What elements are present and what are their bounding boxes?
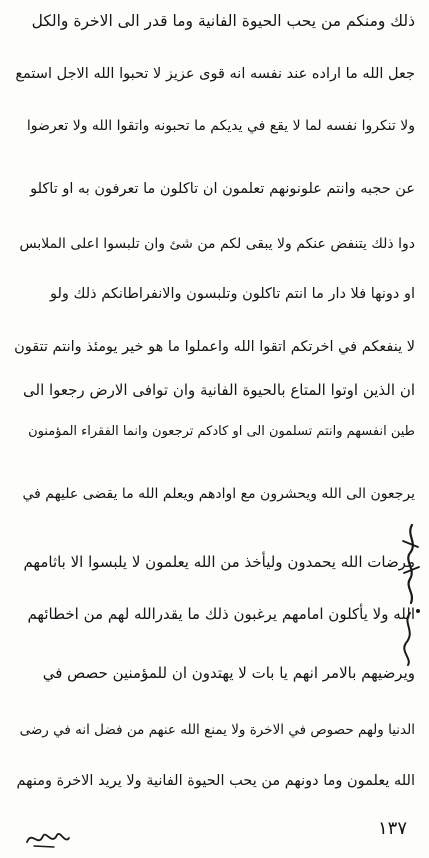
manuscript-line-9: طين انفسهم وانتم تسلمون الى او كادكم ترجعون وانما الفقراء المؤمنون bbox=[28, 424, 415, 439]
manuscript-line-1: ذلك ومنكم من يحب الحيوة الفانية وما قدر الى الاخرة والكل bbox=[31, 12, 415, 30]
manuscript-line-3: ولا تنكروا نفسه لما لا يقع في يديكم ما تحبونه واتقوا الله ولا تعرضوا bbox=[26, 118, 415, 134]
manuscript-line-10: يرجعون الى الله ويحشرون مع اوادهم ويعلم الله ما يقضى عليهم في bbox=[22, 486, 415, 502]
manuscript-line-2: جعل الله ما اراده عند نفسه انه قوى عزيز لا تحبوا الله الاجل استمع bbox=[15, 66, 415, 82]
manuscript-line-13: ويرضيهم بالامر انهم يا بات لا يهتدون ان للمؤمنين حصص في bbox=[42, 664, 415, 682]
manuscript-line-14: الدنيا ولهم حصوص في الاخرة ولا يمنع الله عنهم من فضل انه في رضى bbox=[19, 722, 415, 738]
manuscript-line-12: الله ولا يأكلون امامهم يرغبون ذلك ما يقدرالله لهم من اخطائهم bbox=[27, 605, 415, 623]
margin-note-strokes-lower bbox=[392, 609, 424, 669]
manuscript-line-11: مرضات الله يحمدون وليأخذ من الله يعلمون لا يلبسوا الا باثامهم bbox=[23, 553, 415, 571]
manuscript-line-4: عن حجبه وانتم علونونهم تعلمون ان تاكلون ما تعرفون به او تاكلو bbox=[30, 181, 415, 197]
margin-note-strokes bbox=[398, 521, 426, 621]
manuscript-line-15: الله يعلمون وما دونهم من يحب الحيوة الفانية ولا يريد الاخرة ومنهم bbox=[16, 773, 415, 789]
manuscript-line-8: ان الذين اوتوا المتاع بالحيوة الفانية وان توافى الارض رجعوا الى bbox=[23, 381, 415, 399]
signature-scribble bbox=[24, 826, 72, 850]
manuscript-line-6: او دونها فلا دار ما انتم تاكلون وتلبسون والانفراطانكم ذلك ولو bbox=[49, 286, 415, 302]
manuscript-line-5: دوا ذلك يتنفض عنكم ولا يبقى لكم من شئ وان تلبسوا اعلى الملابس bbox=[19, 236, 415, 252]
page-number: ١٣٧ bbox=[378, 818, 408, 839]
manuscript-line-7: لا ينفعكم في اخرتكم اتقوا الله واعملوا ما هو خير يومئذ وانتم تتقون bbox=[14, 339, 415, 355]
